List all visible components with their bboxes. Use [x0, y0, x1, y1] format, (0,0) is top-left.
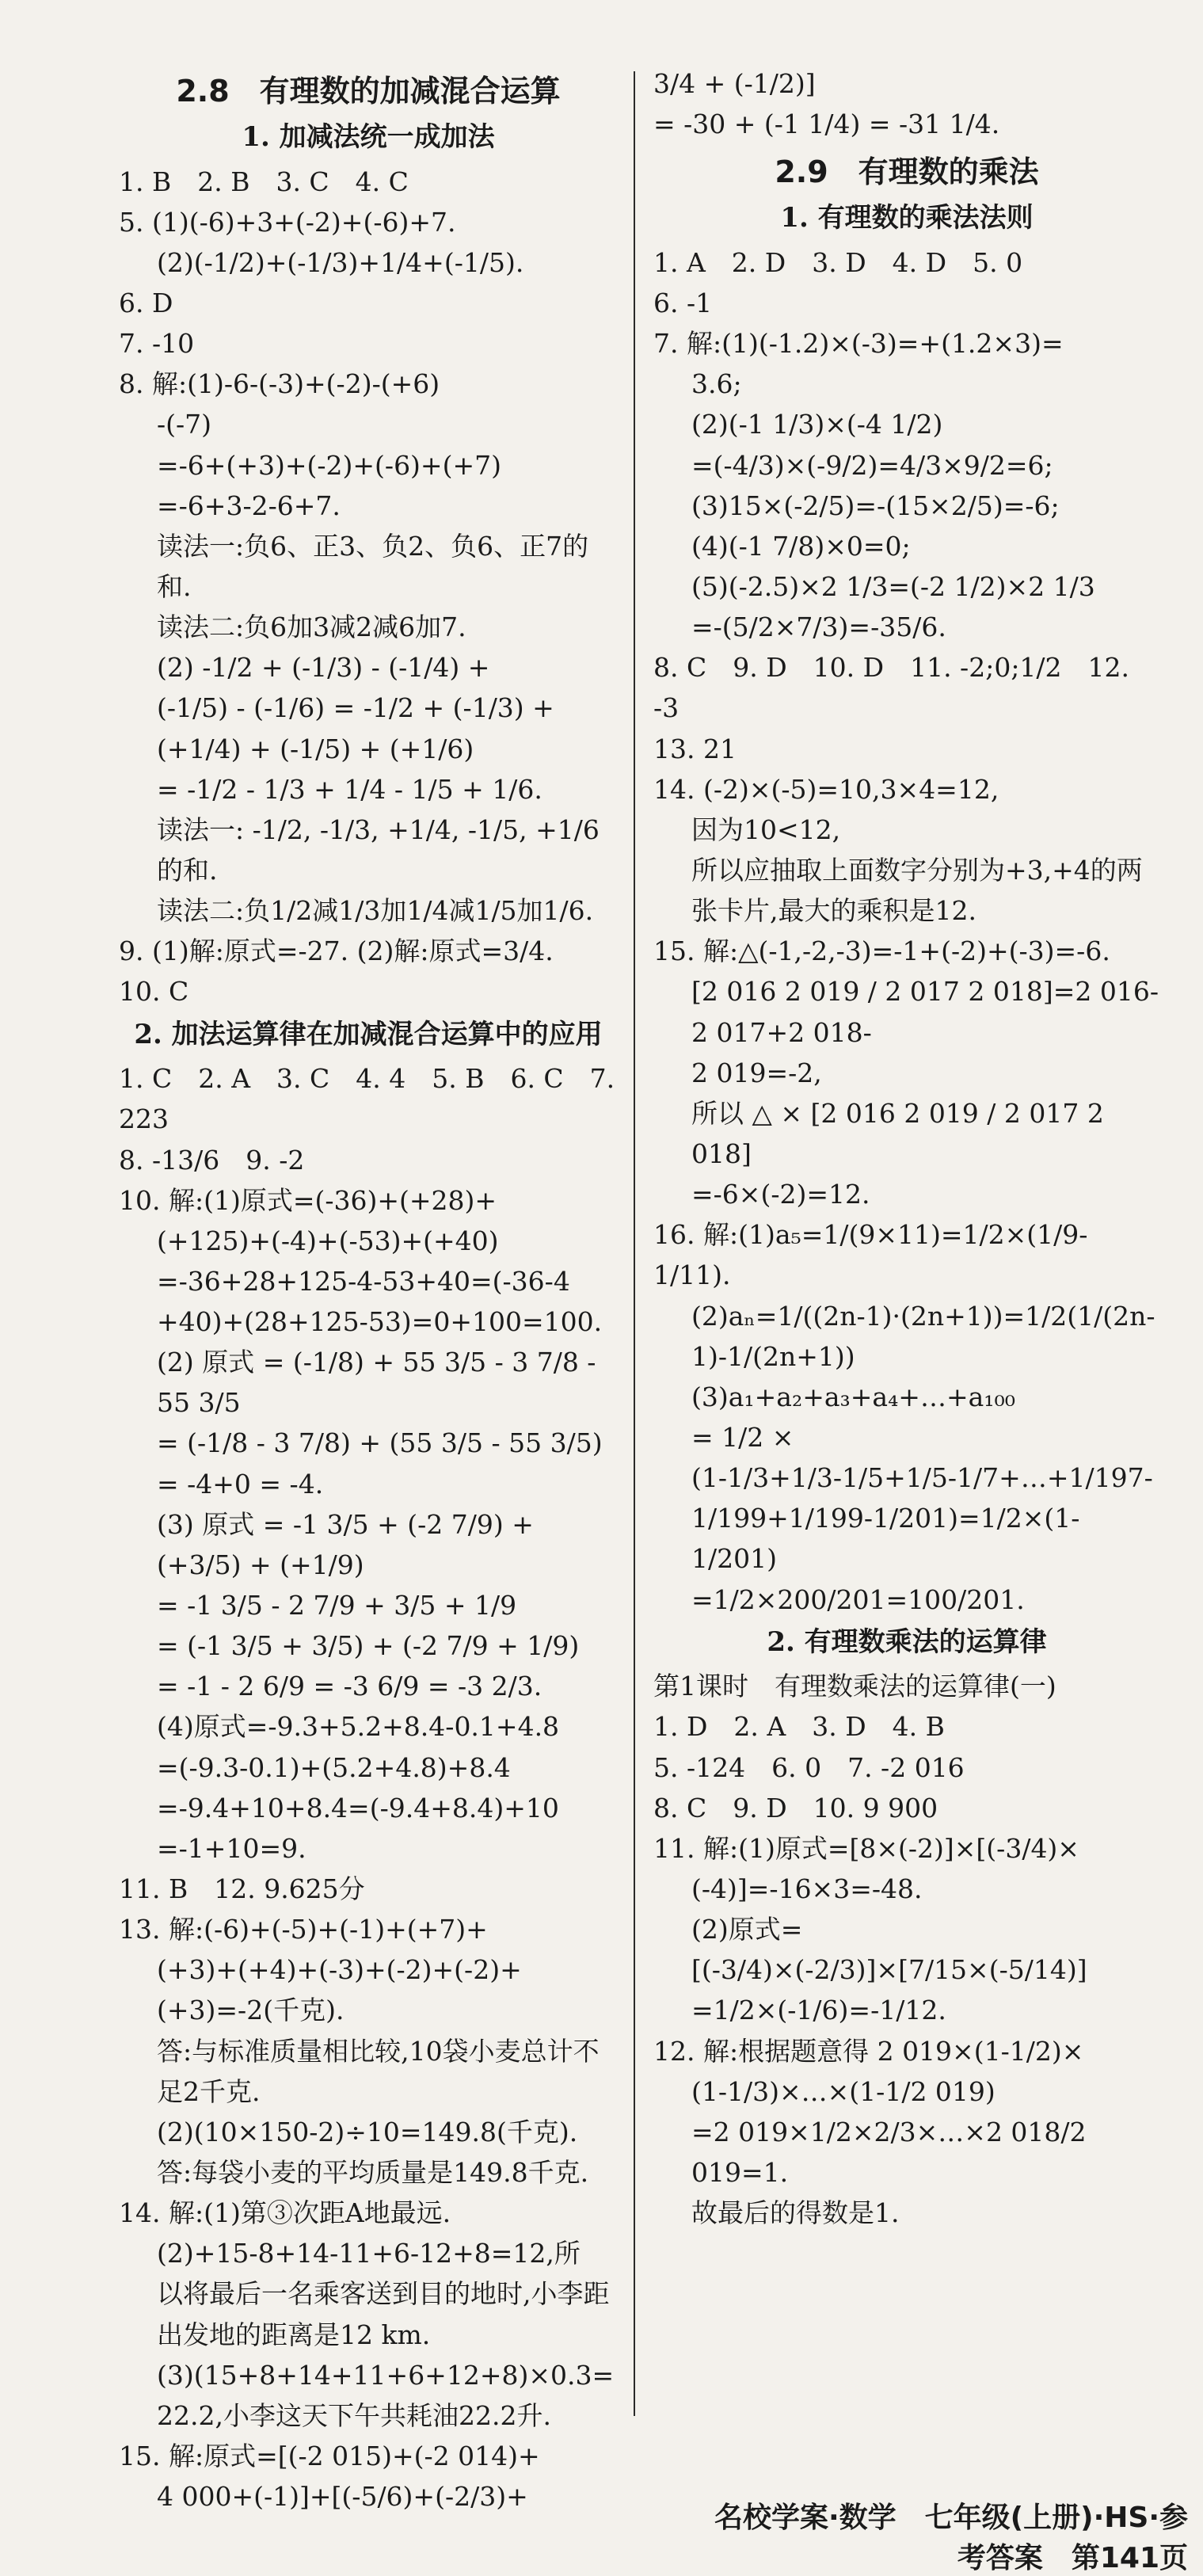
answer-line: 读法二:负1/2减1/3加1/4减1/5加1/6.	[157, 895, 594, 927]
answer-line: (3)(15+8+14+11+6+12+8)×0.3=	[157, 2359, 615, 2391]
answer-line: [2 016 2 019 / 2 017 2 018]=2 016-2 017+2 018-	[691, 976, 1159, 1048]
answer-line: 1. B 2. B 3. C 4. C	[119, 166, 409, 197]
answer-line: 所以 △ × [2 016 2 019 / 2 017 2 018]	[691, 1097, 1113, 1169]
answer-line: =-36+28+125-4-53+40=(-36-4	[157, 1265, 570, 1297]
answer-line: =-1+10=9.	[157, 1832, 306, 1864]
answer-line: (2)+15-8+14-11+6-12+8=12,所	[157, 2238, 581, 2269]
answer-line: 6. -1	[653, 288, 713, 318]
answer-line: =-(5/2×7/3)=-35/6.	[691, 612, 946, 643]
answer-line: = -4+0 = -4.	[157, 1468, 324, 1499]
answer-line: =-9.4+10+8.4=(-9.4+8.4)+10	[157, 1792, 559, 1823]
answer-line: 读法一: -1/2, -1/3, +1/4, -1/5, +1/6	[157, 814, 600, 845]
answer-line: =1/2×200/201=100/201.	[691, 1583, 1025, 1615]
answer-line: =-6+(+3)+(-2)+(-6)+(+7)	[157, 449, 501, 481]
answer-line: =-6×(-2)=12.	[691, 1179, 870, 1210]
answer-line: +40)+(28+125-53)=0+100=100.	[157, 1306, 603, 1338]
answer-line: 因为10<12,	[691, 814, 841, 845]
answer-line: 22.2,小李这天下午共耗油22.2升.	[157, 2399, 551, 2431]
subsection-title: 1. 加减法统一成加法	[242, 120, 495, 153]
answer-line: (1-1/3)×…×(1-1/2 019)	[691, 2075, 996, 2107]
answer-line: = 1/2 ×	[691, 1421, 794, 1453]
section-title: 2.9 有理数的乘法	[775, 154, 1039, 190]
answer-line: 3.6;	[691, 368, 742, 400]
answer-line: 足2千克.	[157, 2075, 261, 2107]
subsection-title: 2. 有理数乘法的运算律	[767, 1625, 1047, 1658]
answer-line: 7. 解:(1)(-1.2)×(-3)=+(1.2×3)=	[653, 328, 1064, 360]
answer-line: (2)aₙ=1/((2n-1)·(2n+1))=1/2(1/(2n-1)-1/(2n+1))	[691, 1300, 1155, 1372]
answer-line: (+3)=-2(千克).	[157, 1995, 345, 2026]
answer-line: (1-1/3+1/3-1/5+1/5-1/7+…+1/197-	[691, 1462, 1153, 1494]
answer-line: 5. (1)(-6)+3+(-2)+(-6)+7.	[119, 206, 456, 238]
answer-line: 1. A 2. D 3. D 4. D 5. 0	[653, 246, 1023, 278]
answer-line: 1/199+1/199-1/201)=1/2×(1-1/201)	[691, 1503, 1080, 1575]
answer-line: (2) 原式 = (-1/8) + 55 3/5 - 3 7/8 -	[157, 1347, 596, 1378]
answer-line: (3)a₁+a₂+a₃+a₄+…+a₁₀₀	[691, 1381, 1015, 1412]
answer-line: 2 019=-2,	[691, 1057, 822, 1088]
answer-line: 出发地的距离是12 km.	[157, 2319, 431, 2350]
answer-line: -(-7)	[157, 409, 212, 440]
answer-line: 4 000+(-1)]+[(-5/6)+(-2/3)+	[157, 2481, 528, 2513]
answer-line: 6. D	[119, 288, 173, 318]
answer-line: (2) -1/2 + (-1/3) - (-1/4) +	[157, 652, 490, 684]
answer-line: 张卡片,最大的乘积是12.	[691, 895, 976, 927]
answer-line: (+3)+(+4)+(-3)+(-2)+(-2)+	[157, 1954, 522, 1986]
subsection-title: 2. 加法运算律在加减混合运算中的应用	[134, 1018, 603, 1050]
answer-line: 8. C 9. D 10. D 11. -2;0;1/2 12. -3	[653, 652, 1138, 724]
answer-line: 读法一:负6、正3、负2、负6、正7的和.	[157, 530, 589, 602]
answer-line: 13. 解:(-6)+(-5)+(-1)+(+7)+	[119, 1914, 488, 1945]
answer-line: (2)(-1 1/3)×(-4 1/2)	[691, 409, 943, 440]
answer-line: =(-9.3-0.1)+(5.2+4.8)+8.4	[157, 1751, 511, 1783]
answer-line: 答:与标准质量相比较,10袋小麦总计不	[157, 2035, 600, 2067]
answer-line: = (-1/8 - 3 7/8) + (55 3/5 - 55 3/5)	[157, 1427, 603, 1459]
answer-line: (+3/5) + (+1/9)	[157, 1549, 364, 1580]
answer-line: 13. 21	[653, 733, 737, 764]
answer-line: =-6+3-2-6+7.	[157, 490, 341, 521]
answer-line: (+125)+(-4)+(-53)+(+40)	[157, 1225, 499, 1256]
section-title: 2.8 有理数的加减混合运算	[176, 74, 561, 109]
answer-line: 第1课时 有理数乘法的运算律(一)	[653, 1671, 1056, 1702]
answer-line: =1/2×(-1/6)=-1/12.	[691, 1995, 946, 2026]
answer-line: 14. 解:(1)第③次距A地最远.	[119, 2197, 451, 2229]
answer-line: (4)(-1 7/8)×0=0;	[691, 530, 911, 562]
answer-line: 以将最后一名乘客送到目的地时,小李距	[157, 2278, 610, 2310]
answer-line: 55 3/5	[157, 1387, 241, 1419]
answer-line: 14. (-2)×(-5)=10,3×4=12,	[653, 773, 999, 805]
answer-line: (3)15×(-2/5)=-(15×2/5)=-6;	[691, 490, 1060, 521]
answer-line: (-4)]=-16×3=-48.	[691, 1873, 923, 1905]
answer-line: =(-4/3)×(-9/2)=4/3×9/2=6;	[691, 449, 1053, 481]
answer-line: 15. 解:△(-1,-2,-3)=-1+(-2)+(-3)=-6.	[653, 936, 1110, 967]
answer-line: (-1/5) - (-1/6) = -1/2 + (-1/3) +	[157, 692, 554, 724]
answer-line: 15. 解:原式=[(-2 015)+(-2 014)+	[119, 2441, 540, 2471]
answer-line: 故最后的得数是1.	[691, 2197, 900, 2229]
answer-line: 9. (1)解:原式=-27. (2)解:原式=3/4.	[119, 936, 554, 967]
answer-line: 读法二:负6加3减2减6加7.	[157, 612, 466, 643]
answer-line: (2)(-1/2)+(-1/3)+1/4+(-1/5).	[157, 246, 524, 278]
answer-line: 的和.	[157, 854, 218, 886]
answer-line: = -30 + (-1 1/4) = -31 1/4.	[653, 109, 1000, 140]
answer-line: = -1 - 2 6/9 = -3 6/9 = -3 2/3.	[157, 1671, 542, 1702]
answer-line: 7. -10	[119, 328, 195, 360]
answer-line: (2)(10×150-2)÷10=149.8(千克).	[157, 2116, 578, 2147]
page-footer: 名校学案·数学 七年级(上册)·HS·参考答案 第141页	[714, 2502, 1188, 2574]
subsection-title: 1. 有理数的乘法法则	[780, 202, 1034, 234]
answer-line: 所以应抽取上面数字分别为+3,+4的两	[691, 854, 1143, 886]
answer-line: 11. 解:(1)原式=[8×(-2)]×[(-3/4)×	[653, 1832, 1079, 1864]
answer-line: 8. -13/6 9. -2	[119, 1144, 305, 1176]
answer-line: 5. -124 6. 0 7. -2 016	[653, 1751, 965, 1783]
answer-line: (+1/4) + (-1/5) + (+1/6)	[157, 733, 474, 764]
answer-line: 12. 解:根据题意得 2 019×(1-1/2)×	[653, 2035, 1084, 2067]
answer-line: 8. C 9. D 10. 9 900	[653, 1792, 938, 1823]
answer-line: [(-3/4)×(-2/3)]×[7/15×(-5/14)]	[691, 1954, 1087, 1986]
answer-line: 16. 解:(1)a₅=1/(9×11)=1/2×(1/9-1/11).	[653, 1219, 1088, 1291]
left-column	[119, 63, 623, 2517]
answer-line: 8. 解:(1)-6-(-3)+(-2)-(+6)	[119, 368, 440, 400]
answer-line: 3/4 + (-1/2)]	[653, 68, 816, 99]
answer-line: (5)(-2.5)×2 1/3=(-2 1/2)×2 1/3	[691, 570, 1095, 602]
answer-line: 10. 解:(1)原式=(-36)+(+28)+	[119, 1184, 497, 1216]
answer-line: = -1/2 - 1/3 + 1/4 - 1/5 + 1/6.	[157, 773, 542, 805]
answer-line: 1. D 2. A 3. D 4. B	[653, 1711, 945, 1743]
answer-line: (2)原式=	[691, 1914, 803, 1945]
answer-line: 1. C 2. A 3. C 4. 4 5. B 6. C 7. 223	[119, 1063, 623, 1135]
answer-line: =2 019×1/2×2/3×…×2 018/2 019=1.	[691, 2116, 1095, 2189]
answer-line: (3) 原式 = -1 3/5 + (-2 7/9) +	[157, 1508, 534, 1540]
answer-line: = -1 3/5 - 2 7/9 + 3/5 + 1/9	[157, 1590, 517, 1621]
answer-line: = (-1 3/5 + 3/5) + (-2 7/9 + 1/9)	[157, 1630, 580, 1662]
answer-line: 答:每袋小麦的平均质量是149.8千克.	[157, 2157, 589, 2189]
answer-line: (4)原式=-9.3+5.2+8.4-0.1+4.8	[157, 1711, 560, 1743]
answer-line: 10. C	[119, 976, 189, 1008]
answer-line: 11. B 12. 9.625分	[119, 1873, 365, 1905]
column-divider	[634, 71, 635, 2416]
right-column	[653, 63, 1160, 2233]
